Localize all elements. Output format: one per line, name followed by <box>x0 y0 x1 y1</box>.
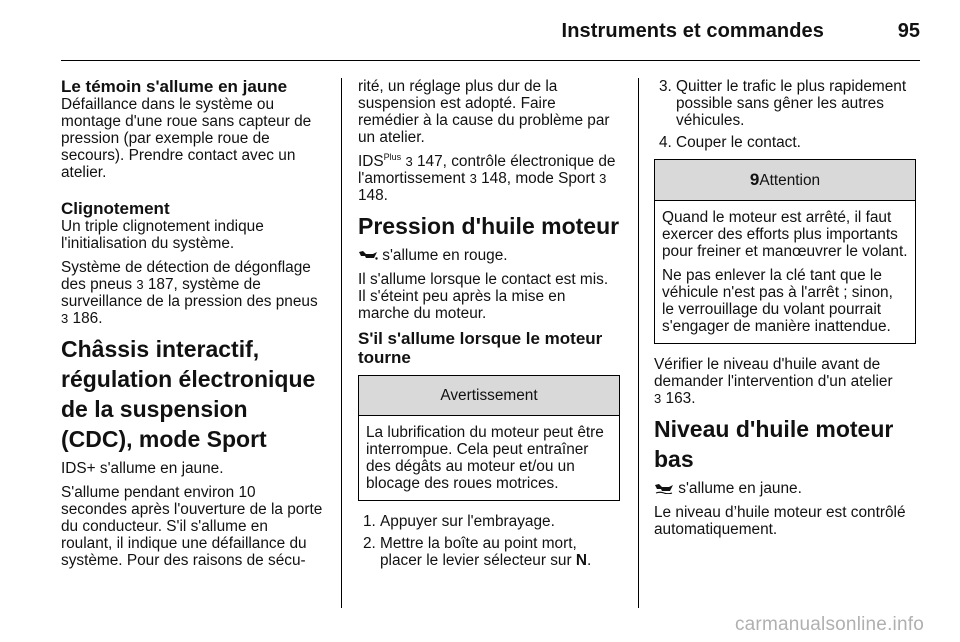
page-header-title: Instruments et commandes <box>561 20 824 42</box>
page-ref-163[interactable]: 163. <box>665 390 696 407</box>
attention-text-1: Quand le moteur est arrêté, il faut exercer des efforts plus importants pour freiner et manœuvrer le volant. <box>662 209 908 260</box>
page-ref-186[interactable]: 186. <box>72 310 103 327</box>
attention-box-title <box>655 160 915 201</box>
column-1 <box>61 78 323 576</box>
warning-triangle-icon: 9 <box>749 170 760 189</box>
list-item <box>358 513 620 530</box>
page-ref-arrow-icon: 3 <box>61 311 69 326</box>
column-divider-2 <box>638 78 639 608</box>
page-ref-187[interactable]: 187 <box>147 276 174 293</box>
heading-niveau-huile-bas: Niveau d'huile moteur bas <box>654 416 894 472</box>
page-ref-arrow-icon: 3 <box>136 277 144 292</box>
warning-box <box>358 375 620 501</box>
step-2-text: Mettre la boîte au point mort, placer le levier sélecteur sur <box>380 535 577 569</box>
list-item <box>654 78 916 129</box>
attention-box <box>654 159 916 344</box>
paragraph-ids-plus <box>358 153 620 204</box>
paragraph-detection-pneus <box>61 259 323 327</box>
step-3-text: Quitter le trafic le plus rapidement possible sans gêner les autres véhicules. <box>676 78 907 129</box>
list-number: 1. <box>363 513 376 530</box>
heading-lorsque-tourne: S'il s'allume lorsque le moteur tourne <box>358 329 603 367</box>
niveau-jaune-text: s'allume en jaune. <box>678 480 802 497</box>
detection-text-b: , système de surveillance de la pression des pneus <box>61 276 318 310</box>
heading-clignotement: Clignotement <box>61 199 170 218</box>
paragraph-suspension-cont: rité, un réglage plus dur de la suspension est adopté. Faire remédier à la cause du problème par un atelier. <box>358 78 610 146</box>
warning-box-text: La lubrification du moteur peut être interrompue. Cela peut entraîner des dégâts au moteur et/ou un blocage des roues motrices. <box>366 424 604 492</box>
paragraph-ids-jaune: IDS+ s'allume en jaune. <box>61 460 224 477</box>
page-ref-148b[interactable]: 148. <box>358 187 388 204</box>
detection-text-a: Système de détection de dégonflage des pneus <box>61 259 311 293</box>
step-4-text: Couper le contact. <box>676 134 801 151</box>
list-number: 4. <box>659 134 672 151</box>
warning-box-title: Avertissement <box>359 376 619 416</box>
page-ref-arrow-icon: 3 <box>654 391 662 406</box>
ids-plus-sup: Plus <box>383 151 402 162</box>
page-ref-arrow-icon: 3 <box>599 171 607 186</box>
watermark: carmanualsonline.info <box>734 614 924 635</box>
paragraph-niveau-automatique: Le niveau d’huile moteur est contrôlé automatiquement. <box>654 504 906 538</box>
step-1-text: Appuyer sur l'embrayage. <box>380 513 555 530</box>
list-number: 3. <box>659 78 672 95</box>
paragraph-rouge <box>358 247 620 264</box>
paragraph-verifier-niveau <box>654 356 916 407</box>
column-3 <box>654 78 916 545</box>
page-ref-arrow-icon: 3 <box>405 154 413 169</box>
page-ref-arrow-icon: 3 <box>469 171 477 186</box>
paragraph-contact-mis: Il s'allume lorsque le contact est mis. Il s'éteint peu après la mise en marche du moteur. <box>358 271 609 322</box>
rouge-text: s'allume en rouge. <box>382 247 508 264</box>
column-2 <box>358 78 620 574</box>
oil-level-icon <box>654 482 674 494</box>
step-2-end: . <box>587 552 592 569</box>
list-item <box>654 134 916 151</box>
oil-pressure-icon <box>358 249 378 261</box>
attention-label: Attention <box>759 172 821 189</box>
page-ref-147[interactable]: 147, contrôle électronique de l'amortissement <box>358 153 616 187</box>
selector-n: N <box>575 552 588 569</box>
list-item <box>358 535 620 569</box>
heading-temoin-jaune: Le témoin s'allume en jaune <box>61 77 288 96</box>
paragraph-defaillance: Défaillance dans le système ou montage d'une roue sans capteur de pression (par exemple roue de secours). Prendre contact avec un atelier. <box>61 96 312 181</box>
list-number: 2. <box>363 535 376 552</box>
header-rule <box>61 60 920 61</box>
heading-pression-huile: Pression d'huile moteur <box>358 213 620 239</box>
column-divider-1 <box>341 78 342 608</box>
page-number: 95 <box>897 20 920 42</box>
paragraph-pendant-environ: S'allume pendant environ 10 secondes après l'ouverture de la porte du conducteur. S'il s'allume en roulant, il indique une défaillance du système. Pour des raisons de sécu- <box>61 484 323 569</box>
paragraph-niveau-jaune <box>654 480 916 497</box>
ids-label: IDS <box>358 153 384 170</box>
page-ref-148a[interactable]: 148, mode Sport <box>481 170 595 187</box>
paragraph-clignotement: Un triple clignotement indique l'initialisation du système. <box>61 218 264 252</box>
attention-text-2: Ne pas enlever la clé tant que le véhicule n'est pas à l'arrêt ; sinon, le verrouillage du volant pourrait s'engager de manière inattendue. <box>662 267 893 335</box>
verifier-text: Vérifier le niveau d'huile avant de demander l'intervention d'un atelier <box>654 356 893 390</box>
heading-chassis-interactif: Châssis interactif, régulation électronique de la suspension (CDC), mode Sport <box>61 336 316 452</box>
